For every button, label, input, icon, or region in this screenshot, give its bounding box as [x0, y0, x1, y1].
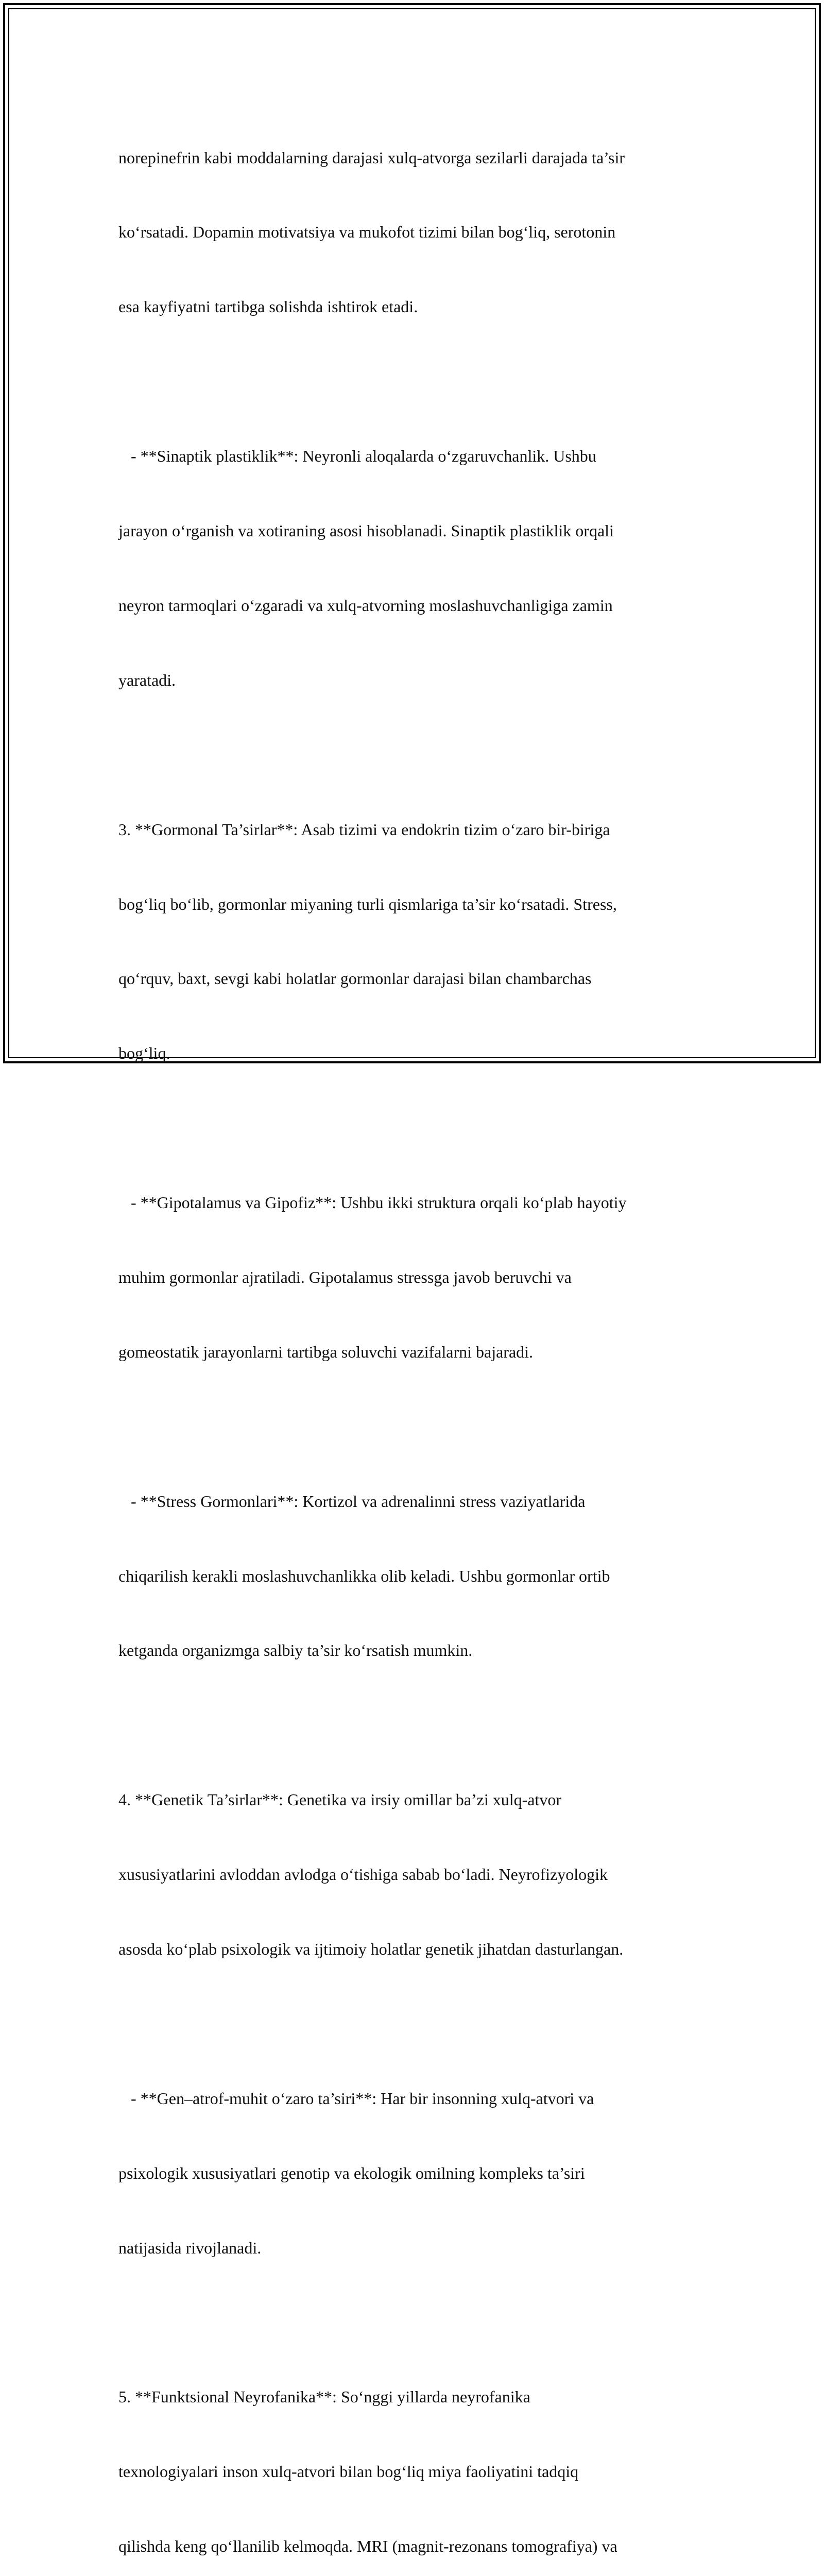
text-line: bog‘liq bo‘lib, gormonlar miyaning turli qismlariga ta’sir ko‘rsatadi. Stress,	[118, 894, 617, 913]
text-line: yaratadi.	[118, 670, 176, 689]
text-line: texnologiyalari inson xulq-atvori bilan bog‘liq miya faoliyatini tadqiq	[118, 2462, 579, 2481]
paragraph-neurotransmitters	[118, 95, 716, 369]
text-line: 5. **Funktsional Neyrofanika**: So‘nggi yillarda neyrofanika	[118, 2387, 530, 2406]
paragraph-stress-hormones	[118, 1439, 716, 1713]
text-line: jarayon o‘rganish va xotiraning asosi hisoblanadi. Sinaptik plastiklik orqali	[118, 521, 614, 540]
text-line: muhim gormonlar ajratiladi. Gipotalamus stressga javob beruvchi va	[118, 1267, 572, 1286]
text-line: gomeostatik jarayonlarni tartibga soluvchi vazifalarni bajaradi.	[118, 1342, 534, 1361]
text-line: 3. **Gormonal Ta’sirlar**: Asab tizimi va endokrin tizim o‘zaro bir-biriga	[118, 820, 610, 839]
text-line: ketganda organizmga salbiy ta’sir ko‘rsatish mumkin.	[118, 1641, 473, 1660]
document-body	[118, 95, 716, 2576]
text-line: asosda ko‘plab psixologik va ijtimoiy holatlar genetik jihatdan dasturlangan.	[118, 1939, 624, 1958]
text-line: qo‘rquv, baxt, sevgi kabi holatlar gormonlar darajasi bilan chambarchas	[118, 969, 592, 988]
paragraph-synaptic-plasticity	[118, 394, 716, 742]
paragraph-hormonal-effects	[118, 767, 716, 1115]
paragraph-genetic-effects	[118, 1738, 716, 2011]
text-line: bog‘liq.	[118, 1044, 170, 1063]
text-line: chiqarilish kerakli moslashuvchanlikka olib keladi. Ushbu gormonlar ortib	[118, 1566, 610, 1585]
text-line: esa kayfiyatni tartibga solishda ishtirok etadi.	[118, 297, 418, 316]
text-line: xususiyatlarini avloddan avlodga o‘tishiga sabab bo‘ladi. Neyrofizyologik	[118, 1865, 608, 1884]
text-line: natijasida rivojlanadi.	[118, 2238, 262, 2257]
text-line: ko‘rsatadi. Dopamin motivatsiya va mukofot tizimi bilan bog‘liq, serotonin	[118, 223, 616, 242]
text-line: psixologik xususiyatlari genotip va ekologik omilning kompleks ta’siri	[118, 2163, 585, 2182]
text-line: - **Stress Gormonlari**: Kortizol va adrenalinni stress vaziyatlarida	[118, 1492, 586, 1511]
paragraph-gene-environment	[118, 2036, 716, 2310]
text-line: - **Gen–atrof-muhit o‘zaro ta’siri**: Har bir insonning xulq-atvori va	[118, 2089, 594, 2108]
text-line: 4. **Genetik Ta’sirlar**: Genetika va irsiy omillar ba’zi xulq-atvor	[118, 1790, 562, 1809]
text-line: norepinefrin kabi moddalarning darajasi xulq-atvorga sezilarli darajada ta’sir	[118, 148, 625, 167]
text-line: - **Gipotalamus va Gipofiz**: Ushbu ikki struktura orqali ko‘plab hayotiy	[118, 1193, 627, 1212]
text-line: - **Sinaptik plastiklik**: Neyronli aloqalarda o‘zgaruvchanlik. Ushbu	[118, 447, 596, 466]
paragraph-functional-neuroimaging	[118, 2335, 716, 2576]
text-line: qilishda keng qo‘llanilib kelmoqda. MRI (magnit-rezonans tomografiya) va	[118, 2537, 617, 2556]
paragraph-hypothalamus-pituitary	[118, 1140, 716, 1414]
text-line: neyron tarmoqlari o‘zgaradi va xulq-atvorning moslashuvchanligiga zamin	[118, 596, 613, 615]
